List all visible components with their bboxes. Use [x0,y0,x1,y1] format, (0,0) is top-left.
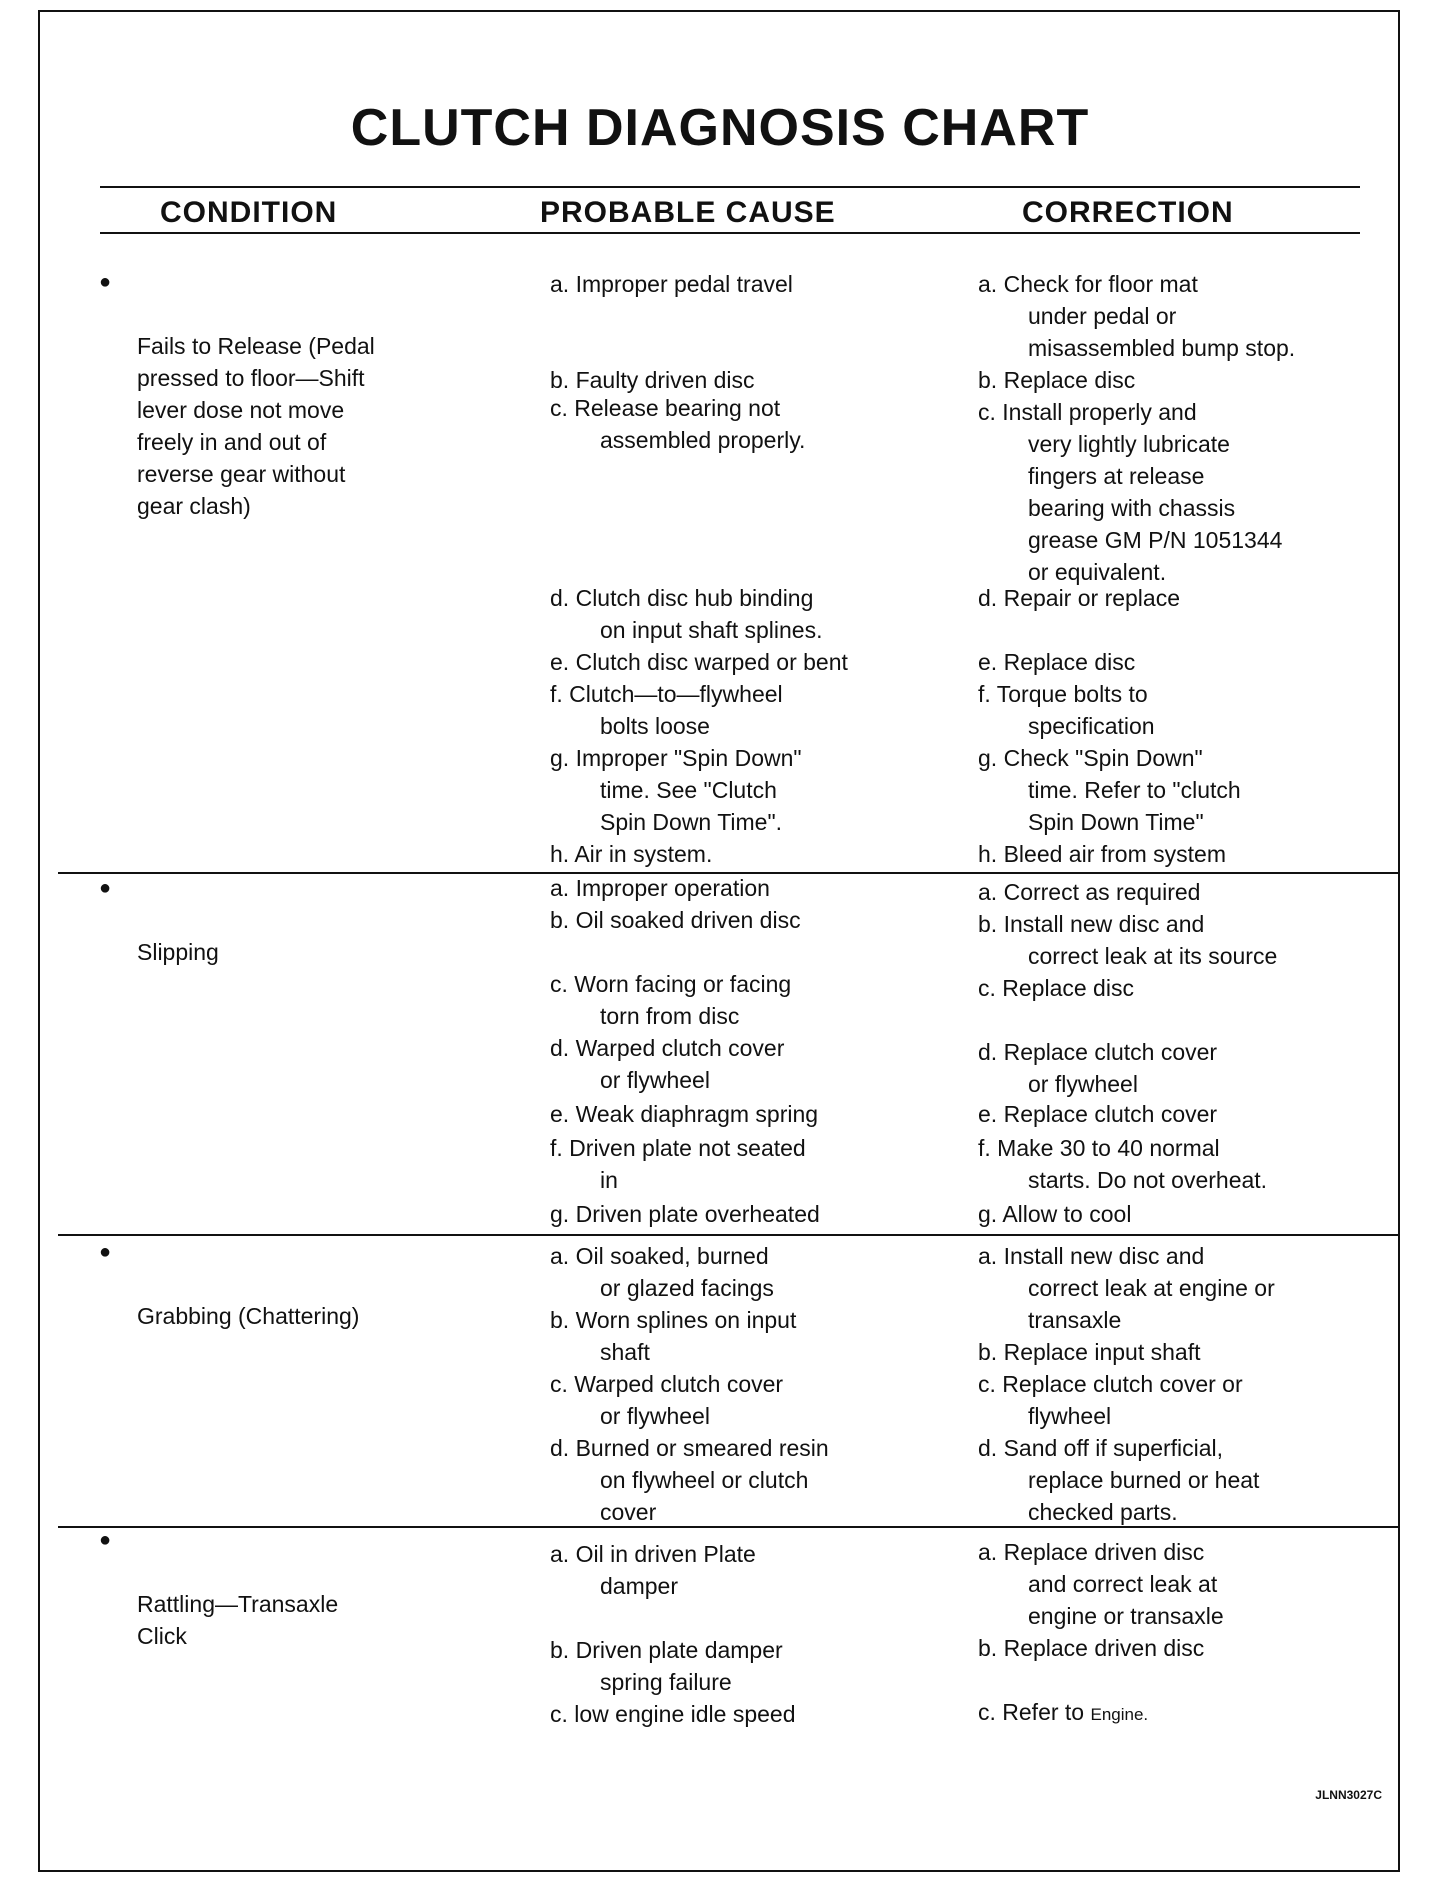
correction-row [978,1098,1358,1130]
correction-continuation: very lightly lubricate fingers at release bearing with chassis grease GM P/N 1051344 or equivalent. [1028,431,1283,585]
correction-text: Replace disc [1003,649,1136,675]
cause-text: Improper "Spin Down" [575,745,802,771]
correction-row [978,972,1358,1004]
header-top-rule [100,186,1360,188]
item-letter: d. [550,1035,570,1061]
item-letter: a. [550,1243,570,1269]
correction-text: Replace clutch cover [1003,1039,1218,1065]
item-letter: c. [978,975,996,1001]
cause-row [550,872,950,904]
item-letter: e. [978,649,998,675]
item-letter: h. [550,841,570,867]
condition-text: Fails to Release (Pedal pressed to floor—Shift lever dose not move freely in and out of reverse gear without gear clash) [137,333,375,519]
cause-text: Oil soaked, burned [575,1243,769,1269]
item-letter: b. [978,911,998,937]
cause-row [550,1032,950,1096]
cause-row [550,1432,950,1528]
item-letter: c. [550,971,568,997]
item-letter: b. [550,367,570,393]
item-letter: e. [978,1101,998,1127]
correction-row [978,876,1358,908]
correction-text: Repair or replace [1003,585,1180,611]
item-letter: d. [978,1039,998,1065]
cause-text: low engine idle speed [574,1701,796,1727]
chart-title: CLUTCH DIAGNOSIS CHART [350,99,1090,157]
cause-continuation: or glazed facings [600,1275,774,1301]
cause-continuation: time. See "Clutch Spin Down Time". [600,777,783,835]
cause-continuation: on flywheel or clutch cover [600,1467,809,1525]
item-letter: a. [978,1243,998,1269]
cause-continuation: or flywheel [600,1403,710,1429]
item-letter: c. [550,1701,568,1727]
cause-row [550,1198,950,1230]
correction-continuation: or flywheel [1028,1071,1138,1097]
item-letter: f. [978,1135,991,1161]
correction-text: Refer to [1002,1699,1085,1725]
correction-continuation: flywheel [1028,1403,1112,1429]
cause-text: Warped clutch cover [574,1371,784,1397]
item-letter: e. [550,1101,570,1127]
item-letter: g. [978,745,998,771]
correction-reference: Engine. [1090,1705,1149,1724]
condition-grabbing [99,1236,360,1364]
condition-text: Rattling—Transaxle Click [137,1591,339,1649]
correction-continuation: correct leak at its source [1028,943,1278,969]
cause-row [550,1698,950,1730]
cause-text: Faulty driven disc [575,367,755,393]
item-letter: c. [550,395,568,421]
item-letter: g. [978,1201,998,1227]
correction-text: Install new disc and [1003,911,1205,937]
correction-text: Check "Spin Down" [1003,745,1203,771]
item-letter: c. [978,1699,996,1725]
correction-continuation: specification [1028,713,1155,739]
cause-text: Improper operation [575,875,770,901]
cause-continuation: on input shaft splines. [600,617,823,643]
item-letter: b. [550,907,570,933]
cause-continuation: torn from disc [600,1003,740,1029]
correction-text: Sand off if superficial, [1003,1435,1224,1461]
correction-text: Make 30 to 40 normal [997,1135,1220,1161]
item-letter: h. [978,841,998,867]
correction-row [978,1368,1358,1432]
item-letter: f. [550,681,563,707]
correction-row [978,1132,1358,1196]
condition-fails-to-release [99,266,375,554]
correction-row [978,678,1358,742]
correction-text: Correct as required [1003,879,1201,905]
condition-rattling [99,1524,339,1684]
item-letter: b. [978,1635,998,1661]
correction-text: Allow to cool [1002,1201,1132,1227]
correction-text: Replace input shaft [1003,1339,1201,1365]
correction-continuation: correct leak at engine or transaxle [1028,1275,1275,1333]
cause-row [550,582,950,646]
item-letter: d. [978,585,998,611]
figure-code: JLNN3027C [1315,1788,1382,1802]
item-letter: a. [550,1541,570,1567]
correction-text: Replace clutch cover [1003,1101,1218,1127]
header-bottom-rule [100,232,1360,234]
correction-text: Replace clutch cover or [1002,1371,1243,1397]
correction-text: Replace driven disc [1003,1539,1205,1565]
correction-row [978,364,1358,396]
item-letter: b. [978,1339,998,1365]
item-letter: f. [550,1135,563,1161]
cause-row [550,678,950,742]
item-letter: c. [550,1371,568,1397]
correction-row [978,1632,1358,1664]
item-letter: b. [978,367,998,393]
cause-row [550,392,950,456]
correction-row [978,582,1358,614]
correction-row [978,646,1358,678]
item-letter: g. [550,745,570,771]
cause-row [550,742,950,838]
bullet-icon: ● [99,877,112,899]
cause-text: Clutch disc hub binding [575,585,814,611]
cause-row [550,904,950,936]
condition-slipping [99,872,219,1000]
correction-continuation: under pedal or misassembled bump stop. [1028,303,1296,361]
header-probable-cause: PROBABLE CAUSE [540,196,836,229]
correction-row [978,268,1358,364]
cause-row [550,1132,950,1196]
correction-row [978,1432,1358,1528]
item-letter: d. [550,585,570,611]
cause-row [550,646,950,678]
cause-row [550,1368,950,1432]
bullet-icon: ● [99,271,112,293]
correction-row [978,1198,1358,1230]
item-letter: a. [978,271,998,297]
cause-row [550,1304,950,1368]
cause-row [550,268,950,300]
bullet-icon: ● [99,1529,112,1551]
correction-continuation: and correct leak at engine or transaxle [1028,1571,1224,1629]
correction-text: Bleed air from system [1003,841,1226,867]
correction-row [978,1036,1358,1100]
correction-continuation: starts. Do not overheat. [1028,1167,1268,1193]
bullet-icon: ● [99,1241,112,1263]
cause-row [550,1538,950,1602]
cause-row [550,1098,950,1130]
cause-text: Driven plate overheated [575,1201,820,1227]
cause-text: Air in system. [574,841,713,867]
cause-text: Release bearing not [574,395,781,421]
correction-row [978,742,1358,838]
correction-continuation: replace burned or heat checked parts. [1028,1467,1260,1525]
header-correction: CORRECTION [1022,196,1234,229]
item-letter: a. [550,271,570,297]
cause-row [550,1240,950,1304]
cause-continuation: assembled properly. [600,427,806,453]
condition-text: Slipping [137,939,219,965]
item-letter: d. [978,1435,998,1461]
correction-row [978,838,1358,870]
cause-text: Oil in driven Plate [575,1541,756,1567]
correction-row [978,396,1358,588]
cause-row [550,968,950,1032]
cause-text: Driven plate not seated [569,1135,806,1161]
correction-text: Check for floor mat [1003,271,1198,297]
cause-continuation: bolts loose [600,713,710,739]
item-letter: c. [978,399,996,425]
cause-text: Warped clutch cover [575,1035,785,1061]
cause-text: Worn splines on input [575,1307,797,1333]
correction-text: Replace driven disc [1003,1635,1205,1661]
header-condition: CONDITION [160,196,338,229]
item-letter: a. [978,879,998,905]
cause-text: Clutch disc warped or bent [575,649,848,675]
item-letter: c. [978,1371,996,1397]
cause-text: Weak diaphragm spring [575,1101,819,1127]
item-letter: b. [550,1637,570,1663]
correction-continuation: time. Refer to "clutch Spin Down Time" [1028,777,1241,835]
correction-row [978,908,1358,972]
cause-continuation: damper [600,1573,678,1599]
correction-row [978,1240,1358,1336]
cause-row [550,1634,950,1698]
correction-row [978,1336,1358,1368]
item-letter: a. [550,875,570,901]
cause-continuation: in [600,1167,618,1193]
cause-continuation: spring failure [600,1669,732,1695]
cause-continuation: or flywheel [600,1067,710,1093]
correction-text: Torque bolts to [996,681,1148,707]
correction-row [978,1696,1358,1731]
correction-text: Replace disc [1002,975,1134,1001]
cause-row [550,838,950,870]
item-letter: g. [550,1201,570,1227]
item-letter: a. [978,1539,998,1565]
item-letter: f. [978,681,991,707]
correction-text: Replace disc [1003,367,1136,393]
cause-text: Driven plate damper [575,1637,783,1663]
correction-row [978,1536,1358,1632]
correction-text: Install properly and [1002,399,1197,425]
cause-continuation: shaft [600,1339,650,1365]
item-letter: d. [550,1435,570,1461]
cause-text: Clutch—to—flywheel [569,681,783,707]
condition-text: Grabbing (Chattering) [137,1303,360,1329]
cause-text: Improper pedal travel [575,271,793,297]
cause-text: Oil soaked driven disc [575,907,801,933]
item-letter: e. [550,649,570,675]
cause-text: Burned or smeared resin [575,1435,829,1461]
correction-text: Install new disc and [1003,1243,1205,1269]
item-letter: b. [550,1307,570,1333]
cause-text: Worn facing or facing [574,971,792,997]
